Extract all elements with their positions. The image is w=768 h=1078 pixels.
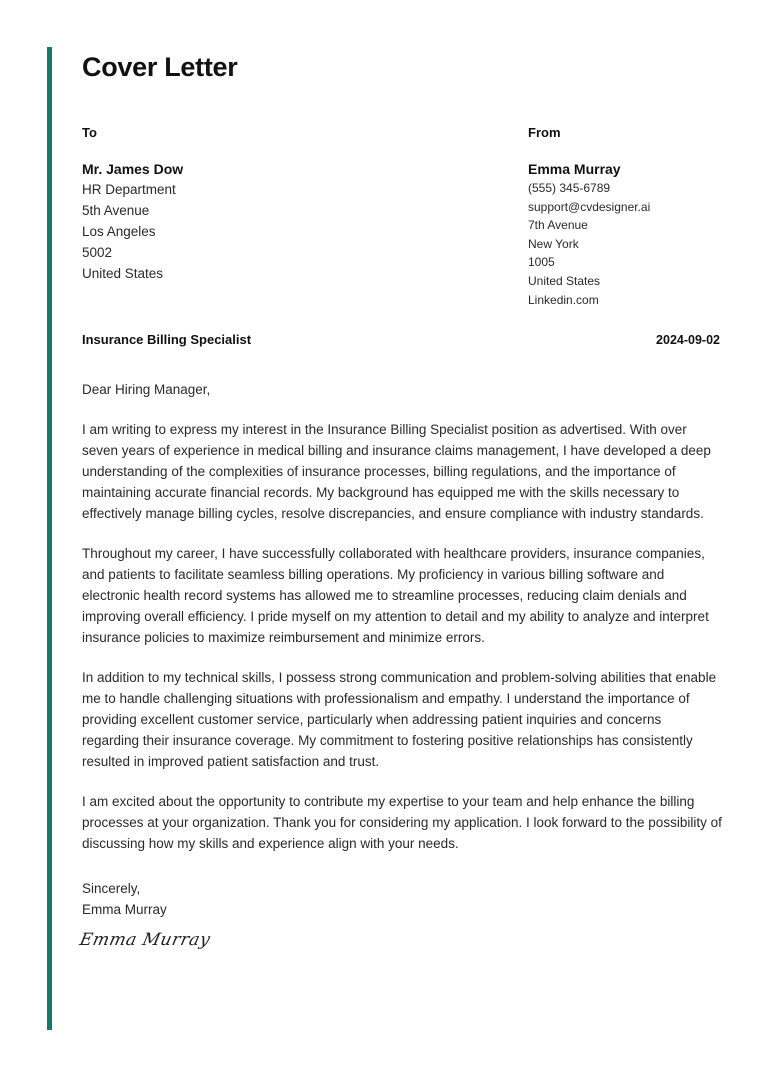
body-paragraph: I am excited about the opportunity to contribute my expertise to your team and help enhance the billing processes at your organization. Thank you for considering my application. I look forward to the possibility of discussing how my skills and experience align with your needs. [82,794,722,851]
subject-row [82,331,720,349]
sender-linkedin: Linkedin.com [528,292,599,307]
greeting: Dear Hiring Manager, [82,382,211,397]
recipient-block [82,124,462,284]
sender-city: New York [528,236,579,251]
recipient-line: United States [82,266,164,281]
sender-block [528,124,728,309]
closing-block [82,878,167,920]
sender-name: Emma Murray [528,161,621,177]
sender-postcode: 1005 [528,255,555,270]
recipient-line: HR Department [82,182,176,197]
subject-line: Insurance Billing Specialist [82,332,252,347]
letter-date: 2024-09-02 [656,333,720,347]
recipient-line: 5002 [82,245,113,260]
recipient-heading: To [82,125,97,140]
sender-country: United States [528,273,601,288]
letter-body [82,379,722,873]
sender-heading: From [528,125,561,140]
page-title: Cover Letter [82,52,238,82]
recipient-line: Los Angeles [82,224,156,239]
closing-salutation: Sincerely, [82,881,141,896]
closing-name: Emma Murray [82,902,167,917]
recipient-line: 5th Avenue [82,203,150,218]
accent-bar [47,47,52,1030]
handwritten-signature: Emma Murray [77,930,213,950]
sender-street: 7th Avenue [528,218,588,233]
sender-phone: (555) 345-6789 [528,181,611,195]
sender-email: support@cvdesigner.ai [528,199,651,214]
body-paragraph: In addition to my technical skills, I possess strong communication and problem-solving abilities that enable me to handle challenging situations with professionalism and empathy. I understand the importance of providing excellent customer service, particularly when addressing patient inquiries and concerns regarding their insurance coverage. My commitment to fostering positive relationships has consistently resulted in improved patient satisfaction and trust. [82,670,717,769]
body-paragraph: I am writing to express my interest in the Insurance Billing Specialist position as advertised. With over seven years of experience in medical billing and insurance claims management, I have developed a deep understanding of the complexities of insurance processes, billing regulations, and the importance of maintaining accurate financial records. My background has equipped me with the skills necessary to effectively manage billing cycles, resolve discrepancies, and ensure compliance with industry standards. [82,422,711,521]
recipient-name: Mr. James Dow [82,161,184,177]
body-paragraph: Throughout my career, I have successfully collaborated with healthcare providers, insurance companies, and patients to facilitate seamless billing operations. My proficiency in various billing software and electronic health record systems has allowed me to streamline processes, reducing claim denials and improving overall efficiency. I pride myself on my attention to detail and my ability to analyze and interpret insurance policies to maximize reimbursement and minimize errors. [82,546,709,645]
